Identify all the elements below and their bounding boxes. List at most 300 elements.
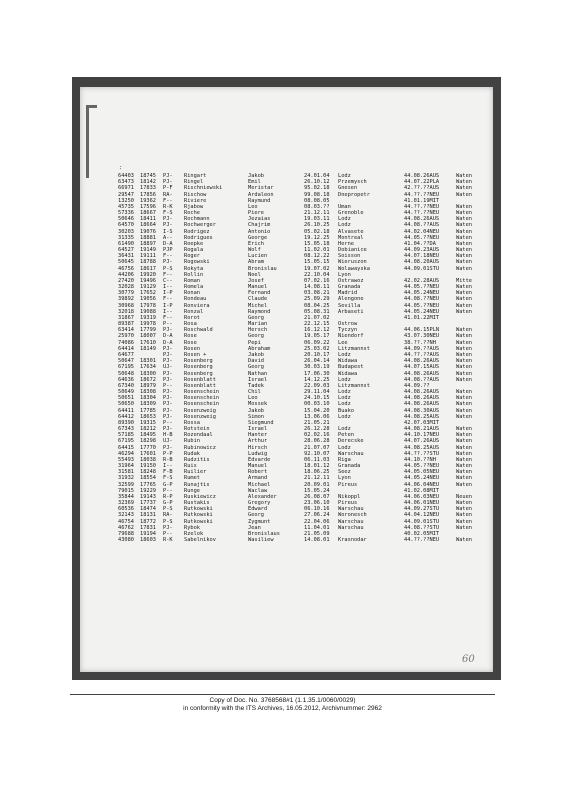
category-code-cell: PJ-	[163, 179, 173, 186]
prisoner-number-cell: 18301	[140, 358, 156, 365]
transfer-date-code-cell: 41.01.19MIT	[404, 197, 440, 204]
destination-cell: Waten	[456, 500, 472, 507]
transfer-date-code-cell: 42.??.??AUS	[404, 185, 440, 192]
transfer-date-code-cell: 44.08.26AUS	[404, 216, 440, 223]
birth-date-cell: 02.02.16	[304, 432, 330, 439]
surname-cell: Roche	[184, 210, 200, 217]
transfer-date-code-cell: 44.10.??NH	[404, 456, 436, 463]
record-number-cell: 50647	[118, 358, 134, 365]
birth-date-cell: 19.05.17	[304, 333, 330, 340]
category-code-cell: PJ-	[163, 259, 173, 266]
category-code-cell: R-P	[163, 493, 173, 500]
surname-cell: Rustakis	[184, 500, 210, 507]
birth-place-cell: Uman	[338, 203, 351, 210]
birth-place-cell: Widawa	[338, 370, 358, 377]
birth-date-cell: 08.04.25	[304, 302, 330, 309]
record-number-cell: 46756	[118, 265, 134, 272]
category-code-cell: I--	[163, 308, 173, 315]
transfer-date-code-cell: 44.08.20AUS	[404, 259, 440, 266]
prisoner-number-cell: 17799	[140, 327, 156, 334]
category-code-cell: F--	[163, 271, 173, 278]
birth-place-cell: Pireus	[338, 481, 358, 488]
birth-date-cell: 25.03.02	[304, 345, 330, 352]
surname-cell: Rogala	[184, 247, 204, 254]
record-number-cell: 63414	[118, 327, 134, 334]
surname-cell: Ringel	[184, 179, 204, 186]
transfer-date-code-cell: 44.08.26AUS	[404, 395, 440, 402]
destination-cell: Waten	[456, 432, 472, 439]
record-number-cell: 30203	[118, 228, 134, 235]
birth-date-cell: 19.07.02	[304, 265, 330, 272]
transfer-date-code-cell: 44.??.??NEU	[404, 191, 440, 198]
birth-date-cell: 26.08.07	[304, 493, 330, 500]
prisoner-number-cell: 18308	[140, 389, 156, 396]
prisoner-number-cell: 19056	[140, 296, 156, 303]
category-code-cell: F-S	[163, 210, 173, 217]
surname-cell: Runajtis	[184, 481, 210, 488]
surname-cell: Rochwerger	[184, 222, 216, 229]
given-name-cell: Abraham	[248, 345, 271, 352]
birth-place-cell: Nikoppl	[338, 493, 361, 500]
prisoner-number-cell: 18881	[140, 234, 156, 241]
given-name-cell: Chajrim	[248, 222, 271, 229]
birth-place-cell: Widawa	[338, 358, 358, 365]
record-number-cell: 44206	[118, 271, 134, 278]
birth-date-cell: 05.02.18	[304, 228, 330, 235]
record-number-cell: 67340	[118, 382, 134, 389]
given-name-cell: Antonio	[248, 228, 271, 235]
transfer-date-code-cell: 41.04.??DA	[404, 240, 436, 247]
transfer-date-code-cell: 44.08.26AUS	[404, 173, 440, 179]
prisoner-number-cell: 18300	[140, 370, 156, 377]
surname-cell: Sabelnikov	[184, 537, 216, 544]
birth-place-cell: Seez	[338, 469, 351, 476]
birth-place-cell: Warschau	[338, 506, 364, 513]
birth-place-cell: Lodz	[338, 395, 351, 402]
given-name-cell: Michel	[248, 302, 268, 309]
surname-cell: Rotstein	[184, 426, 210, 433]
record-number-cell: 57336	[118, 210, 134, 217]
birth-date-cell: 07.02.16	[304, 277, 330, 284]
transfer-date-code-cell: 44.??.??STU	[404, 450, 440, 457]
prisoner-number-cell: 17596	[140, 203, 156, 210]
surname-cell: Rosenblatt	[184, 382, 216, 389]
destination-cell: Waten	[456, 376, 472, 383]
prisoner-number-cell: 19088	[140, 308, 156, 315]
birth-date-cell: 16.12.12	[304, 327, 330, 334]
surname-cell: Rossa	[184, 419, 200, 426]
record-number-cell: 31867	[118, 314, 134, 321]
birth-date-cell: 21.07.02	[304, 314, 330, 321]
birth-place-cell: Granada	[338, 463, 361, 470]
transfer-date-code-cell: 44.08.25AUS	[404, 413, 440, 420]
category-code-cell: PJ-	[163, 395, 173, 402]
birth-date-cell: 06.09.22	[304, 339, 330, 346]
category-code-cell: F--	[163, 296, 173, 303]
birth-date-cell: 18.06.25	[304, 469, 330, 476]
record-number-cell: 50650	[118, 401, 134, 408]
given-name-cell: Gregory	[248, 500, 271, 507]
transfer-date-code-cell: 43.07.30NEU	[404, 333, 440, 340]
prisoner-number-cell: 17833	[140, 185, 156, 192]
category-code-cell: PJ-	[163, 376, 173, 383]
category-code-cell: F-S	[163, 475, 173, 482]
record-number-cell: 74086	[118, 339, 134, 346]
given-name-cell: Siegmund	[248, 419, 274, 426]
prisoner-number-cell: 18309	[140, 401, 156, 408]
record-number-cell: 57185	[118, 432, 134, 439]
destination-cell: Waten	[456, 290, 472, 297]
prisoner-number-cell: 18411	[140, 216, 156, 223]
transfer-date-code-cell: 44.08.??NEU	[404, 296, 440, 303]
surname-cell: Rose	[184, 339, 197, 346]
table-row	[118, 537, 490, 543]
birth-place-cell: Soisson	[338, 253, 361, 260]
destination-cell: Waten	[456, 216, 472, 223]
category-code-cell: P-F	[163, 185, 173, 192]
category-code-cell: G-P	[163, 481, 173, 488]
document-page	[80, 87, 493, 672]
given-name-cell: Ludwig	[248, 450, 268, 457]
record-number-cell: 32143	[118, 512, 134, 519]
transfer-date-code-cell: 44.05.??NEU	[404, 302, 440, 309]
category-code-cell: P-S	[163, 265, 173, 272]
destination-cell: Waten	[456, 345, 472, 352]
surname-cell: Riviere	[184, 197, 207, 204]
given-name-cell: Abram	[248, 259, 264, 266]
transfer-date-code-cell: 44.06.01NEU	[404, 500, 440, 507]
category-code-cell: PJ-	[163, 358, 173, 365]
birth-date-cell: 14.12.25	[304, 376, 330, 383]
category-code-cell: I-S	[163, 228, 173, 235]
birth-date-cell: 29.11.04	[304, 389, 330, 396]
prisoner-records-table	[118, 173, 490, 543]
destination-cell: Waten	[456, 370, 472, 377]
surname-cell: Rodrigez	[184, 228, 210, 235]
given-name-cell: Claude	[248, 296, 268, 303]
record-number-cell: 31581	[118, 469, 134, 476]
surname-cell: Rosenberg	[184, 370, 213, 377]
birth-date-cell: 17.06.30	[304, 370, 330, 377]
transfer-date-code-cell: 44.09.01STU	[404, 518, 440, 525]
birth-date-cell: 15.05.18	[304, 240, 330, 247]
surname-cell: Rudzitis	[184, 456, 210, 463]
destination-cell: Waten	[456, 463, 472, 470]
birth-place-cell: Budapest	[338, 364, 364, 371]
destination-cell: Waten	[456, 327, 472, 334]
birth-place-cell: Lee	[338, 339, 348, 346]
given-name-cell: Israel	[248, 376, 268, 383]
category-code-cell: D-A	[163, 333, 173, 340]
birth-date-cell: 99.08.18	[304, 191, 330, 198]
category-code-cell: PJP	[163, 247, 173, 254]
transfer-date-code-cell: 40.02.05MIT	[404, 530, 440, 537]
record-number-cell: 50648	[118, 370, 134, 377]
record-number-cell: 31335	[118, 234, 134, 241]
destination-cell: Waten	[456, 308, 472, 315]
birth-date-cell: 11.02.01	[304, 247, 330, 254]
destination-cell: Waten	[456, 481, 472, 488]
given-name-cell: Tadek	[248, 382, 264, 389]
birth-date-cell: 14.08.01	[304, 537, 330, 544]
destination-cell: Waten	[456, 234, 472, 241]
birth-date-cell: 15.05.15	[304, 259, 330, 266]
surname-cell: Rosenberg	[184, 358, 213, 365]
birth-place-cell: Niendorf	[338, 333, 364, 340]
category-code-cell: I--	[163, 284, 173, 291]
category-code-cell: UJ-	[163, 438, 173, 445]
transfer-date-code-cell: 42.02.28AUS	[404, 277, 440, 284]
birth-place-cell: Montreal	[338, 234, 364, 241]
given-name-cell: Chil	[248, 389, 261, 396]
record-number-cell: 64412	[118, 413, 134, 420]
record-number-cell: 46754	[118, 518, 134, 525]
destination-cell: Waten	[456, 284, 472, 291]
birth-place-cell: Lyon	[338, 475, 351, 482]
surname-cell: Rollin	[184, 271, 204, 278]
birth-date-cell: 24.10.15	[304, 395, 330, 402]
record-number-cell: 89390	[118, 419, 134, 426]
transfer-date-code-cell: 44.06.15PLN	[404, 327, 440, 334]
destination-cell: Waten	[456, 438, 472, 445]
transfer-date-code-cell: 44.??.??NEU	[404, 537, 440, 544]
surname-cell: Rosenberg	[184, 364, 213, 371]
destination-cell: Waten	[456, 203, 472, 210]
record-number-cell: 45735	[118, 203, 134, 210]
prisoner-number-cell: 17831	[140, 524, 156, 531]
prisoner-number-cell: 18131	[140, 512, 156, 519]
prisoner-number-cell: 18667	[140, 210, 156, 217]
destination-cell: Waten	[456, 179, 472, 186]
category-code-cell: H-B	[163, 432, 173, 439]
destination-cell: Neuen	[456, 493, 472, 500]
surname-cell: Rutkowski	[184, 506, 213, 513]
given-name-cell: Piere	[248, 210, 264, 217]
category-code-cell: RA-	[163, 512, 173, 519]
birth-place-cell: Lodz	[338, 376, 351, 383]
category-code-cell: PJ-	[163, 524, 173, 531]
prisoner-number-cell: 19111	[140, 253, 156, 260]
birth-place-cell: Lodz	[338, 222, 351, 229]
footer-line-1: Copy of Doc. No. 3768568#1 (1.1.35.1/0060/0029)	[209, 697, 356, 704]
surname-cell: Roschwald	[184, 327, 213, 334]
surname-cell: Rjabow	[184, 203, 204, 210]
prisoner-number-cell: 18038	[140, 456, 156, 463]
handwritten-page-number: 60	[462, 654, 475, 665]
transfer-date-code-cell: 44.05.??NEU	[404, 284, 440, 291]
transfer-date-code-cell: 44.06.04NEU	[404, 481, 440, 488]
surname-cell: Rosenblatt	[184, 376, 216, 383]
record-number-cell: 32599	[118, 481, 134, 488]
birth-date-cell: 95.02.18	[304, 185, 330, 192]
record-number-cell: 89387	[118, 321, 134, 328]
transfer-date-code-cell: 44.02.04NEU	[404, 228, 440, 235]
record-number-cell: 64415	[118, 444, 134, 451]
category-code-cell: P--	[163, 487, 173, 494]
destination-cell: Waten	[456, 302, 472, 309]
record-number-cell: 25970	[118, 333, 134, 340]
birth-date-cell: 26.10.12	[304, 179, 330, 186]
birth-date-cell: 20.10.17	[304, 351, 330, 358]
prisoner-number-cell: 19143	[140, 493, 156, 500]
given-name-cell: Edvarde	[248, 456, 271, 463]
archive-footer	[0, 697, 565, 713]
category-code-cell: PJ-	[163, 413, 173, 420]
given-name-cell: Hanter	[248, 432, 268, 439]
record-number-cell: 29547	[118, 191, 134, 198]
birth-date-cell: 15.05.24	[304, 487, 330, 494]
surname-cell: Rozendaal	[184, 432, 213, 439]
transfer-date-code-cell: 44.07.18NEU	[404, 253, 440, 260]
birth-place-cell: Warschau	[338, 524, 364, 531]
prisoner-number-cell: 18248	[140, 469, 156, 476]
category-code-cell: PJ-	[163, 401, 173, 408]
surname-cell: Rosenzweig	[184, 413, 216, 420]
surname-cell: Rosen +	[184, 351, 207, 358]
surname-cell: Rose	[184, 333, 197, 340]
record-number-cell: 79688	[118, 530, 134, 537]
birth-date-cell: 05.08.31	[304, 308, 330, 315]
surname-cell: Ronan	[184, 290, 200, 297]
given-name-cell: Simon	[248, 413, 264, 420]
destination-cell: Waten	[456, 253, 472, 260]
given-name-cell: Ardaleon	[248, 191, 274, 198]
category-code-cell: PJ-	[163, 444, 173, 451]
given-name-cell: Jezaias	[248, 216, 271, 223]
birth-place-cell: Wieruszon	[338, 259, 367, 266]
surname-cell: Ruis	[184, 463, 197, 470]
prisoner-number-cell: 17652	[140, 290, 156, 297]
birth-date-cell: 22.10.04	[304, 271, 330, 278]
birth-place-cell: Lodz	[338, 413, 351, 420]
surname-cell: Rzelok	[184, 530, 204, 537]
birth-date-cell: 28.06.28	[304, 438, 330, 445]
given-name-cell: Marian	[248, 321, 268, 328]
category-code-cell: D-A	[163, 339, 173, 346]
destination-cell: Waten	[456, 228, 472, 235]
birth-place-cell: Herne	[338, 240, 354, 247]
transfer-date-code-cell: 44.05.24NEU	[404, 290, 440, 297]
given-name-cell: Jakob	[248, 351, 264, 358]
prisoner-number-cell: 18304	[140, 395, 156, 402]
prisoner-number-cell: 17737	[140, 500, 156, 507]
transfer-date-code-cell: 44.08.??AUS	[404, 376, 440, 383]
record-number-cell: 31932	[118, 475, 134, 482]
surname-cell: Rosa	[184, 321, 197, 328]
prisoner-number-cell: 19129	[140, 284, 156, 291]
transfer-date-code-cell: 44.05.??NEU	[404, 234, 440, 241]
transfer-date-code-cell: 44.07.26AUS	[404, 438, 440, 445]
birth-date-cell: 21.12.11	[304, 210, 330, 217]
prisoner-number-cell: 18664	[140, 222, 156, 229]
destination-cell: Waten	[456, 247, 472, 254]
category-code-cell: R-B	[163, 456, 173, 463]
given-name-cell: Israel	[248, 426, 268, 433]
given-name-cell: Bronislau	[248, 265, 277, 272]
birth-date-cell: 15.04.20	[304, 407, 330, 414]
prisoner-number-cell: 17634	[140, 364, 156, 371]
birth-date-cell: 21.05.09	[304, 530, 330, 537]
surname-cell: Ringart	[184, 173, 207, 179]
category-code-cell: D-A	[163, 240, 173, 247]
given-name-cell: Armand	[248, 475, 268, 482]
prisoner-number-cell: 18554	[140, 475, 156, 482]
destination-cell: Waten	[456, 364, 472, 371]
prisoner-number-cell: 17856	[140, 191, 156, 198]
category-code-cell: I-P	[163, 290, 173, 297]
record-number-cell: 13250	[118, 197, 134, 204]
category-code-cell: PJ-	[163, 173, 173, 179]
destination-cell: Waten	[456, 351, 472, 358]
birth-place-cell: Ostrow	[338, 321, 358, 328]
transfer-date-code-cell: 42.07.03MIT	[404, 419, 440, 426]
birth-date-cell: 19.03.11	[304, 216, 330, 223]
record-number-cell: 32028	[118, 284, 134, 291]
given-name-cell: Manuel	[248, 284, 268, 291]
surname-cell: Rischniewski	[184, 185, 223, 192]
destination-cell: Waten	[456, 265, 472, 272]
category-code-cell: PJ-	[163, 407, 173, 414]
colon-mark: :	[119, 165, 123, 171]
record-number-cell: 67343	[118, 426, 134, 433]
record-number-cell: 31964	[118, 463, 134, 470]
birth-date-cell: 27.06.24	[304, 512, 330, 519]
given-name-cell: Mossek	[248, 401, 268, 408]
birth-place-cell: Sevilla	[338, 302, 361, 309]
surname-cell: Rosenschein	[184, 395, 220, 402]
prisoner-number-cell: 18495	[140, 432, 156, 439]
given-name-cell: Georg	[248, 512, 264, 519]
destination-cell: Waten	[456, 339, 472, 346]
given-name-cell: Meristar	[248, 185, 274, 192]
given-name-cell: Jakob	[248, 173, 264, 179]
birth-place-cell: Derecske	[338, 438, 364, 445]
record-number-cell: 50646	[118, 216, 134, 223]
given-name-cell: Fernand	[248, 290, 271, 297]
transfer-date-code-cell: 44.09.23AUS	[404, 247, 440, 254]
transfer-date-code-cell: 44.08.??STU	[404, 524, 440, 531]
given-name-cell: Wasiliew	[248, 537, 274, 544]
surname-cell: Rosen	[184, 345, 200, 352]
given-name-cell: Josef	[248, 277, 264, 284]
given-name-cell: Wolf	[248, 247, 261, 254]
category-code-cell: PJ-	[163, 345, 173, 352]
birth-place-cell: Lodz	[338, 216, 351, 223]
prisoner-number-cell: 19315	[140, 419, 156, 426]
prisoner-number-cell: 19194	[140, 530, 156, 537]
destination-cell: Waten	[456, 456, 472, 463]
birth-place-cell: Lodz	[338, 389, 351, 396]
birth-place-cell: Grenoble	[338, 210, 364, 217]
birth-date-cell: 20.09.01	[304, 481, 330, 488]
category-code-cell: PJ-	[163, 426, 173, 433]
category-code-cell: F--	[163, 314, 173, 321]
record-number-cell: 46294	[118, 450, 134, 457]
destination-cell: Waten	[456, 506, 472, 513]
birth-date-cell: 08.12.22	[304, 253, 330, 260]
record-number-cell: 67195	[118, 438, 134, 445]
birth-date-cell: 19.12.25	[304, 234, 330, 241]
transfer-date-code-cell: 44.??.??NEU	[404, 210, 440, 217]
given-name-cell: David	[248, 358, 264, 365]
transfer-date-code-cell: 44.08.30AUS	[404, 407, 440, 414]
birth-date-cell: 21.05.21	[304, 419, 330, 426]
category-code-cell: UJ-	[163, 364, 173, 371]
birth-date-cell: 26.12.28	[304, 426, 330, 433]
given-name-cell: Leo	[248, 203, 258, 210]
given-name-cell: Erich	[248, 240, 264, 247]
destination-cell: Waten	[456, 407, 472, 414]
